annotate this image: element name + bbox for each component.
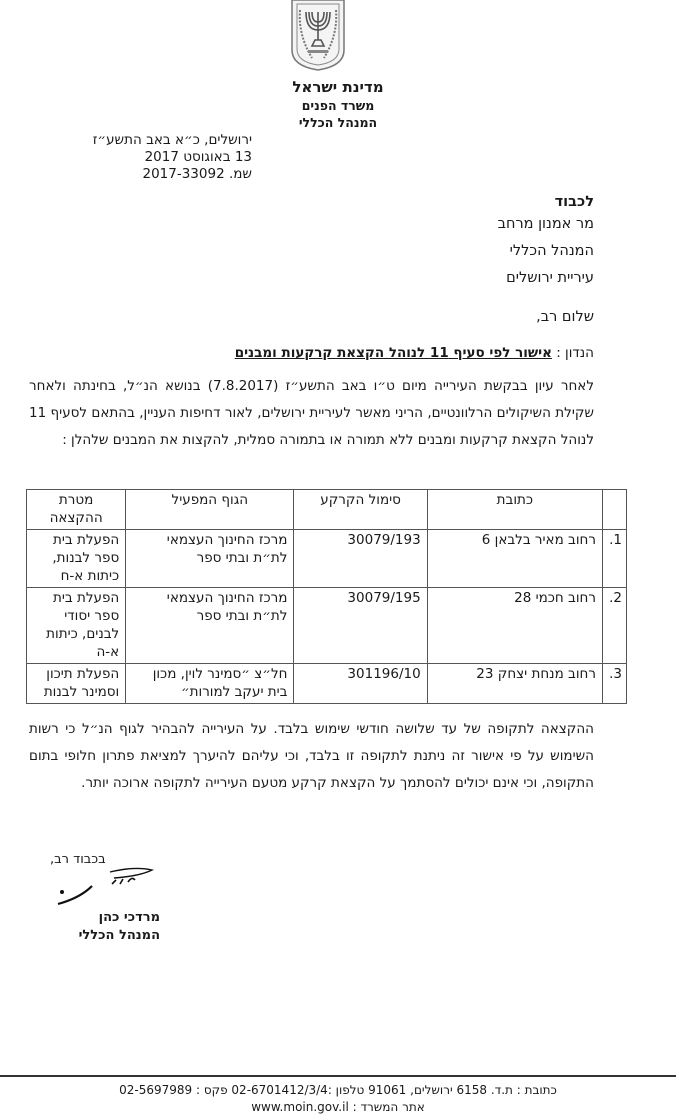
hebrew-date: ירושלים, כ״א באב התשע״ז xyxy=(92,132,252,148)
row-parcel: 301196/10 xyxy=(294,664,427,704)
row-purpose: הפעלת בית ספר יסודי לבנים, כיתות א-ה xyxy=(27,588,126,664)
table-row xyxy=(27,664,627,704)
gregorian-date: 13 באוגוסט 2017 xyxy=(144,149,252,165)
header-address: כתובת xyxy=(427,490,602,530)
row-purpose: הפעלת בית ספר לבנות, כיתות א-ח xyxy=(27,530,126,588)
row-purpose: הפעלת תיכון וסמינר לבנות xyxy=(27,664,126,704)
row-parcel: 30079/193 xyxy=(294,530,427,588)
row-operator: מרכז החינוך העצמאי לת״ת ובתי ספר xyxy=(126,588,294,664)
letterhead-ministry: משרד הפנים xyxy=(301,98,375,113)
signoff: בכבוד רב, xyxy=(50,852,106,867)
subject-line xyxy=(34,345,594,361)
letterhead-office: המנהל הכללי xyxy=(298,115,378,130)
row-address: רחוב מנחת יצחק 23 xyxy=(427,664,602,704)
footer-address: כתובת : ת.ד. 6158 ירושלים, 91061 טלפון :02-6701412/3/4 פקס : 02-5697989 xyxy=(119,1083,557,1097)
footer-website: אתר המשרד : www.moin.gov.il xyxy=(251,1100,425,1114)
subject-prefix: הנדון : xyxy=(556,345,594,361)
row-num: 3. xyxy=(602,664,626,704)
row-operator: מרכז החינוך העצמאי לת״ת ובתי ספר xyxy=(126,530,294,588)
reference-number: שמ. 2017-33092 xyxy=(142,166,252,182)
subject-text: אישור לפי סעיף 11 לנוהל הקצאת קרקעות ומבנים xyxy=(234,345,552,361)
row-parcel: 30079/195 xyxy=(294,588,427,664)
header-num xyxy=(602,490,626,530)
body-paragraph-2: ההקצאה לתקופה של עד שלושה חודשי שימוש בלבד. על העירייה להבהיר לגוף הנ״ל כי רשות השימוש על פי אישור זה ניתנת לתקופה זו בלבד, וכי עליהם להיערך למציאת פתרון חלופי בתום התקופה, וכי אינם יכולים להסתמך על הקצאת קרקע מטעם העירייה לתקופה ארוכה יותר. xyxy=(29,721,594,791)
row-num: 2. xyxy=(602,588,626,664)
signer-block xyxy=(50,909,160,945)
footer-divider xyxy=(0,1075,676,1077)
row-operator: חל״צ ״סמינר לוין, מכון בית יעקב למורות״ xyxy=(126,664,294,704)
recipient-name: מר אמנון מרחב xyxy=(497,216,594,232)
table-row xyxy=(27,530,627,588)
header-purpose: מטרת ההקצאה xyxy=(27,490,126,530)
signature-icon xyxy=(40,862,160,916)
recipient-label: לכבוד xyxy=(554,194,594,210)
date-block xyxy=(52,132,252,183)
table-header-row xyxy=(27,490,627,530)
allocation-table xyxy=(26,489,627,704)
table-row xyxy=(27,588,627,664)
signer-name: מרדכי כהן xyxy=(98,910,160,925)
signer-title: המנהל הכללי xyxy=(78,928,160,943)
recipient-title: המנהל הכללי xyxy=(509,243,594,259)
recipient-block xyxy=(294,193,594,292)
header-parcel: סימול הקרקע xyxy=(294,490,427,530)
state-emblem-icon xyxy=(288,0,348,70)
body-paragraph-1: לאחר עיון בבקשת העירייה מיום ט״ו באב התשע״ז (7.8.2017) בנושא הנ״ל, בחינתה ולאחר שקילת השיקולים הרלוונטיים, הריני מאשר לעיריית ירושלים, לאור דחיפות העניין, בהתאם לסעיף 11 לנוהל הקצאת קרקעות ומבנים ללא תמורה או בתמורה סמלית, להקצות את המבנים שלהלן : xyxy=(29,378,594,448)
row-num: 1. xyxy=(602,530,626,588)
row-address: רחוב חכמי 28 xyxy=(427,588,602,664)
greeting: שלום רב, xyxy=(536,309,594,325)
header-operator: הגוף המפעיל xyxy=(126,490,294,530)
letterhead-state: מדינת ישראל xyxy=(292,78,384,96)
recipient-organization: עיריית ירושלים xyxy=(506,270,594,286)
row-address: רחוב מאיר בלבאן 6 xyxy=(427,530,602,588)
